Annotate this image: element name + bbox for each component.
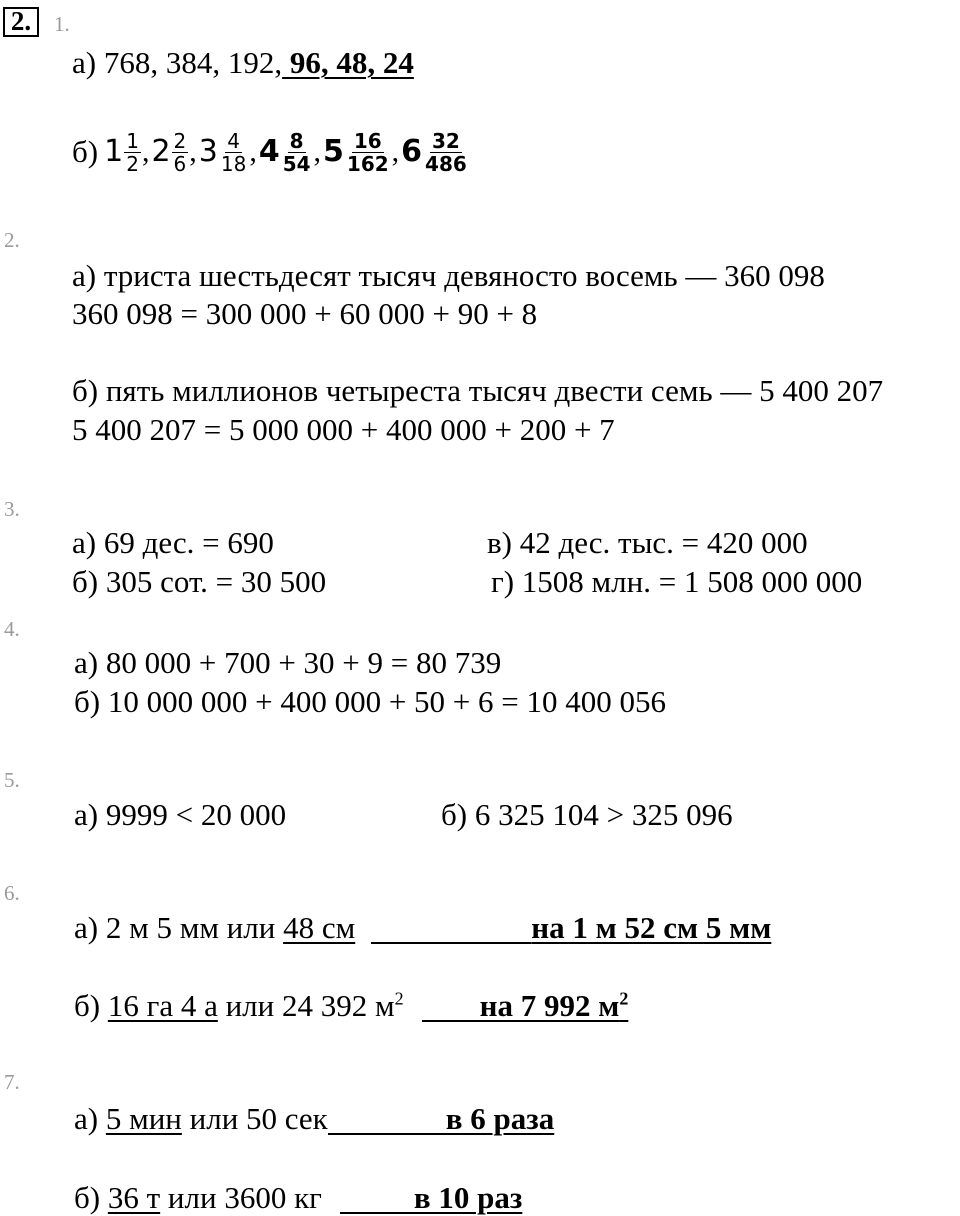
mixed-number [259, 130, 314, 175]
numerator: 1 [126, 128, 139, 153]
task6-b-answer-text: на 7 992 м [479, 988, 620, 1023]
task7-a-underlined: 5 мин [105, 1101, 182, 1136]
task5-a: а) 9999 < 20 000 [74, 797, 287, 832]
mixed-number [401, 130, 470, 175]
numerator: 8 [289, 128, 304, 153]
mixed-number [323, 130, 392, 175]
numerator: 4 [227, 128, 240, 153]
fraction [423, 130, 469, 175]
whole-part: 4 [258, 134, 280, 169]
separator-comma: , [313, 135, 322, 168]
task6-b-prefix: б) [74, 988, 108, 1023]
task2-a-line2: 360 098 = 300 000 + 60 000 + 90 + 8 [72, 296, 538, 331]
mixed-number [104, 130, 142, 175]
item-number-2: 2. [4, 228, 20, 252]
task7-a-line [74, 1101, 554, 1137]
task7-b-middle: или 3600 кг [160, 1180, 322, 1215]
task6-b-answer-sup: 2 [619, 988, 629, 1009]
task7-b-underlined: 36 т [107, 1180, 161, 1215]
task1-a-prefix: а) 768, 384, 192, [72, 45, 283, 80]
fraction [124, 130, 141, 175]
task7-a-answer: в 6 раза [445, 1101, 555, 1136]
task6-b-answer [480, 988, 629, 1023]
task6-a-answer: на 1 м 52 см 5 мм [531, 910, 772, 945]
answer-blank [422, 1018, 480, 1022]
separator-comma: , [391, 135, 400, 168]
denominator: 2 [126, 151, 139, 176]
answer-blank [340, 1210, 414, 1214]
task-number-box: 2. [3, 7, 39, 37]
item-number-3: 3. [4, 497, 20, 521]
fraction [281, 130, 313, 175]
denominator: 54 [282, 151, 311, 176]
item-number-1: 1. [54, 12, 70, 36]
denominator: 486 [425, 151, 467, 176]
fraction-sequence [104, 130, 470, 175]
task7-b-prefix: б) [74, 1180, 108, 1215]
task6-a-line [74, 910, 771, 946]
item-number-6: 6. [4, 881, 20, 905]
separator-comma: , [249, 135, 257, 168]
task3-v: в) 42 дес. тыс. = 420 000 [487, 525, 808, 560]
item-number-4: 4. [4, 617, 20, 641]
fraction [345, 130, 391, 175]
numerator: 2 [173, 128, 187, 153]
task6-a-prefix: а) 2 м 5 мм или [74, 910, 284, 945]
denominator: 162 [346, 151, 389, 176]
separator-comma: , [141, 135, 150, 168]
answer-blank [328, 1131, 446, 1135]
task6-a-underlined: 48 см [283, 910, 356, 945]
denominator: 6 [173, 151, 187, 176]
task4-a: а) 80 000 + 700 + 30 + 9 = 80 739 [74, 645, 502, 680]
task1-b-prefix: б) [72, 134, 99, 169]
mixed-number [199, 130, 250, 175]
task4-b: б) 10 000 000 + 400 000 + 50 + 6 = 10 400 056 [74, 684, 667, 719]
numerator: 16 [353, 128, 382, 153]
task6-b-underlined: 16 га 4 а [107, 988, 218, 1023]
task3-b: б) 305 сот. = 30 500 [72, 564, 327, 599]
whole-part: 2 [151, 134, 171, 169]
denominator: 18 [220, 151, 247, 176]
task6-b-middle: или 24 392 м [217, 988, 395, 1023]
task6-b-line [74, 988, 628, 1024]
task5-b: б) 6 325 104 > 325 096 [441, 797, 733, 832]
task7-b-line [74, 1180, 522, 1216]
task2-b-line1: б) пять миллионов четыреста тысяч двести семь — 5 400 207 [72, 373, 884, 408]
separator-comma: , [189, 135, 197, 168]
task1-a-line [72, 45, 414, 81]
item-number-5: 5. [4, 768, 20, 792]
fraction [219, 130, 248, 175]
answer-blank [371, 940, 531, 944]
task3-a: а) 69 дес. = 690 [72, 525, 274, 560]
whole-part: 1 [104, 134, 124, 169]
task3-g: г) 1508 млн. = 1 508 000 000 [491, 564, 863, 599]
whole-part: 3 [198, 134, 218, 169]
task1-b-line [72, 120, 470, 184]
item-number-7: 7. [4, 1070, 20, 1094]
task7-b-answer: в 10 раз [413, 1180, 523, 1215]
task7-a-prefix: а) [74, 1101, 106, 1136]
task6-b-sup: 2 [394, 988, 404, 1009]
numerator: 32 [431, 128, 460, 153]
task7-a-middle: или 50 сек [181, 1101, 328, 1136]
task2-b-line2: 5 400 207 = 5 000 000 + 400 000 + 200 + 7 [72, 412, 615, 447]
mixed-number [151, 130, 189, 175]
whole-part: 5 [323, 134, 344, 169]
task1-a-answer: 96, 48, 24 [282, 45, 414, 80]
fraction [172, 130, 189, 175]
task2-a-line1: а) триста шестьдесят тысяч девяносто восемь — 360 098 [72, 258, 825, 293]
whole-part: 6 [401, 134, 423, 169]
